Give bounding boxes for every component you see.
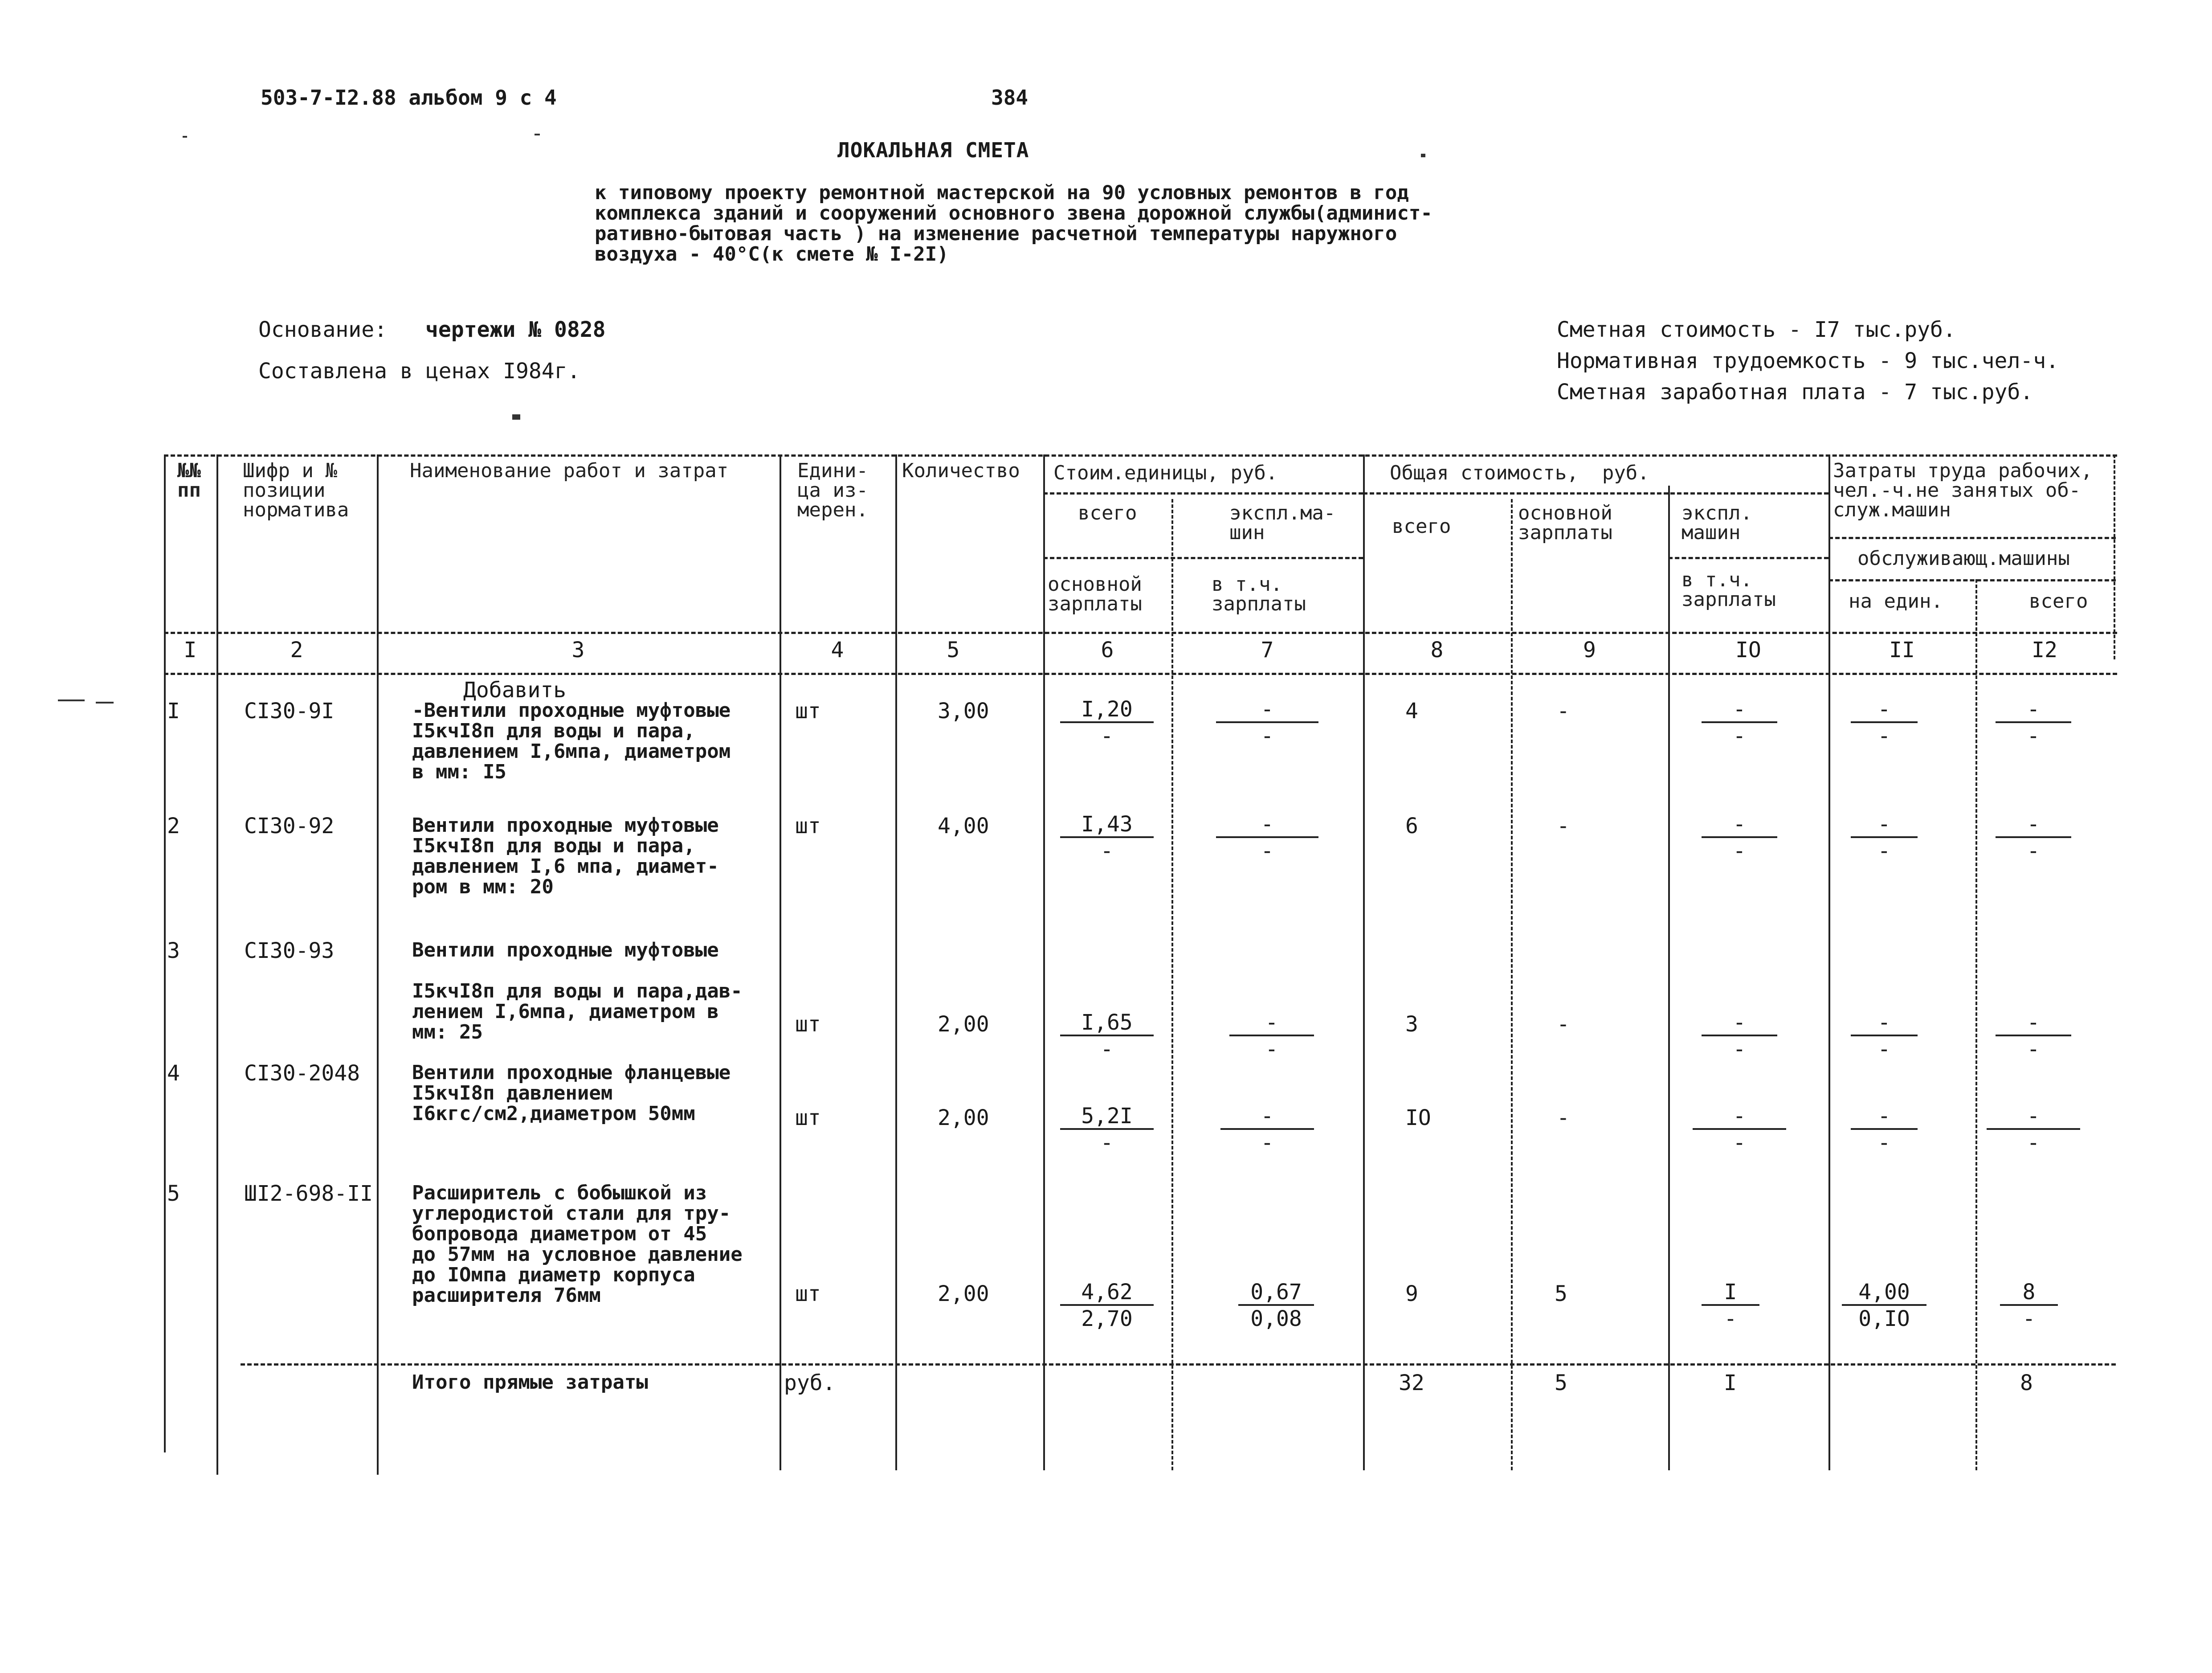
row-unit: шт	[795, 1105, 821, 1130]
header-divider	[164, 673, 2117, 675]
summary-cost: Сметная стоимость - I7 тыс.руб.	[1557, 317, 1956, 342]
header-quantity: Количество	[902, 459, 1020, 482]
unit-total: I,20	[1060, 698, 1154, 723]
row-name: -Вентили проходные муфтовые I5кчI8п для воды и пара, давлением I,6мпа, диаметром в мм: I5	[412, 699, 731, 783]
row-name: Вентили проходные фланцевые I5кчI8п давлением I6кгс/см2,диаметром 50мм	[412, 1061, 731, 1125]
header-divider	[1043, 557, 1363, 559]
row-number: 2	[167, 814, 180, 839]
labor-unit-wages: -	[1877, 1130, 1891, 1155]
totals-labor: 8	[2020, 1370, 2033, 1395]
row-quantity: 2,00	[938, 1281, 989, 1306]
total-machines-fraction	[1702, 698, 1777, 747]
labor-total: 8	[2000, 1281, 2058, 1306]
scan-speck	[535, 134, 540, 135]
labor-total-fraction	[1996, 698, 2071, 747]
total-wages: -	[1557, 699, 1570, 724]
total-machines-fraction	[1693, 1105, 1786, 1154]
labor-total-wages: -	[2027, 724, 2040, 749]
header-divider	[1668, 557, 1828, 559]
labor-total-fraction	[1987, 1105, 2080, 1154]
unit-wages: -	[1100, 1130, 1114, 1155]
table-border	[2114, 454, 2115, 659]
unit-cost-fraction	[1060, 813, 1154, 862]
column-divider	[1975, 579, 1977, 1470]
unit-machines: -	[1216, 813, 1318, 838]
labor-total-wages: -	[2027, 1130, 2040, 1155]
column-number: 8	[1430, 638, 1444, 663]
total-machines: -	[1702, 1011, 1777, 1036]
header-labor-total: всего	[2029, 590, 2088, 613]
unit-machines-fraction	[1238, 1281, 1314, 1330]
column-number: 5	[947, 638, 960, 663]
description-line: ративно-бытовая часть ) на изменение расчетной температуры наружного	[595, 222, 1397, 245]
total-machines-fraction	[1702, 1011, 1777, 1060]
row-number: I	[167, 699, 180, 724]
column-number: 3	[571, 638, 585, 663]
header-divider	[1043, 492, 1363, 495]
totals-wages: 5	[1555, 1370, 1567, 1395]
labor-unit: -	[1851, 1011, 1918, 1036]
header-total-wages: основной зарплаты	[1518, 502, 1612, 544]
unit-wages: 2,70	[1081, 1306, 1133, 1331]
scan-speck	[58, 699, 85, 701]
header-unit-wages: основной зарплаты	[1048, 573, 1142, 615]
row-quantity: 3,00	[938, 699, 989, 724]
header-divider	[164, 632, 2117, 634]
total-machine-wages: -	[1733, 724, 1746, 749]
column-divider	[377, 454, 379, 1475]
labor-unit: -	[1851, 1105, 1918, 1130]
column-divider	[895, 454, 897, 1470]
labor-unit: -	[1851, 813, 1918, 838]
total-wages: -	[1557, 1012, 1570, 1037]
labor-total-wages: -	[2022, 1306, 2036, 1331]
totals-unit: руб.	[784, 1370, 836, 1395]
unit-machines-fraction	[1220, 1105, 1314, 1154]
labor-unit-fraction	[1851, 1105, 1918, 1154]
column-number: 6	[1101, 638, 1114, 663]
column-number: 7	[1261, 638, 1274, 663]
page-number: 384	[991, 86, 1028, 110]
header-unit-cost: Стоим.единицы, руб.	[1053, 462, 1278, 484]
labor-total-wages: -	[2027, 839, 2040, 863]
labor-unit-fraction	[1851, 698, 1918, 747]
totals-divider	[241, 1363, 2116, 1366]
total-machines: I	[1702, 1281, 1759, 1306]
unit-machine-wages: -	[1261, 724, 1274, 749]
labor-unit-wages: -	[1877, 839, 1891, 863]
total-cost: 3	[1405, 1012, 1418, 1037]
header-unit-machines: экспл.ма- шин	[1229, 502, 1336, 544]
total-cost: 4	[1405, 699, 1418, 724]
row-quantity: 2,00	[938, 1105, 989, 1130]
row-code: CI30-9I	[244, 699, 335, 724]
total-cost: IO	[1405, 1105, 1431, 1130]
column-divider	[780, 454, 781, 1470]
unit-machines-fraction	[1216, 698, 1318, 747]
scan-speck	[512, 414, 520, 420]
basis-label: Основание:	[258, 317, 387, 342]
header-divider	[1828, 579, 2116, 581]
total-machines: -	[1702, 698, 1777, 723]
row-code: CI30-92	[244, 814, 335, 839]
column-number: I	[184, 638, 197, 663]
header-number: №№ пп	[177, 459, 201, 502]
column-divider	[1363, 454, 1365, 1470]
total-machine-wages: -	[1733, 839, 1746, 863]
description-line: воздуха - 40°С(к смете № I-2I)	[595, 243, 949, 266]
unit-wages: -	[1100, 724, 1114, 749]
labor-total-fraction	[1996, 813, 2071, 862]
row-unit: шт	[795, 1281, 821, 1306]
scan-speck	[96, 702, 114, 704]
total-wages: -	[1557, 814, 1570, 839]
row-unit: шт	[795, 699, 821, 724]
unit-cost-fraction	[1060, 1281, 1154, 1330]
row-name: Расширитель с бобышкой из углеродистой стали для тру- бопровода диаметром от 45 до 57мм на условное давление до IОмпа диаметр корпуса расширителя 76мм	[412, 1182, 743, 1307]
table-border	[164, 454, 2117, 457]
unit-cost-fraction	[1060, 1011, 1154, 1060]
row-unit: шт	[795, 1012, 821, 1037]
row-number: 3	[167, 938, 180, 963]
total-machines: -	[1693, 1105, 1786, 1130]
column-divider	[1828, 454, 1830, 1470]
labor-total: -	[1996, 1011, 2071, 1036]
total-cost: 6	[1405, 814, 1418, 839]
totals-machines: I	[1724, 1370, 1737, 1395]
header-unit-machine-wages: в т.ч. зарплаты	[1212, 573, 1306, 615]
unit-machines: -	[1216, 698, 1318, 723]
total-machine-wages: -	[1724, 1306, 1737, 1331]
labor-total-fraction	[1996, 1011, 2071, 1060]
unit-total: I,43	[1060, 813, 1154, 838]
row-code: CI30-2048	[244, 1061, 360, 1086]
totals-label: Итого прямые затраты	[412, 1371, 648, 1394]
labor-total-fraction	[2000, 1281, 2058, 1330]
total-machines-fraction	[1702, 1281, 1759, 1330]
price-basis: Составлена в ценах I984г.	[258, 359, 580, 384]
total-machines-fraction	[1702, 813, 1777, 862]
unit-machine-wages: -	[1261, 1130, 1274, 1155]
column-number: 2	[290, 638, 303, 663]
labor-unit-wages: -	[1877, 724, 1891, 749]
header-labor-machines: обслуживающ.машины	[1857, 547, 2070, 570]
row-number: 5	[167, 1181, 180, 1206]
document-title: ЛОКАЛЬНАЯ СМЕТА	[837, 138, 1029, 162]
total-machine-wages: -	[1733, 1130, 1746, 1155]
labor-total: -	[1996, 813, 2071, 838]
column-divider	[1043, 454, 1045, 1470]
header-total-cost: Общая стоимость, руб.	[1390, 462, 1649, 484]
summary-labor: Нормативная трудоемкость - 9 тыс.чел-ч.	[1557, 348, 2059, 373]
header-total-machines: экспл. машин	[1681, 502, 1752, 544]
total-wages: 5	[1555, 1281, 1567, 1306]
header-code: Шифр и № позиции норматива	[243, 459, 349, 521]
labor-unit-wages: -	[1877, 1037, 1891, 1062]
add-label: Добавить	[463, 678, 567, 703]
unit-machine-wages: -	[1261, 839, 1274, 863]
row-quantity: 4,00	[938, 814, 989, 839]
header-unit: Едини- ца из- мерен.	[797, 459, 868, 521]
labor-unit-fraction	[1851, 813, 1918, 862]
column-number: II	[1889, 638, 1915, 663]
column-number: IO	[1735, 638, 1761, 663]
unit-wages: -	[1100, 1037, 1114, 1062]
unit-machines-fraction	[1229, 1011, 1314, 1060]
unit-cost-fraction	[1060, 698, 1154, 747]
column-number: 4	[831, 638, 844, 663]
description-line: комплекса зданий и сооружений основного звена дорожной службы(админист-	[595, 202, 1432, 225]
total-cost: 9	[1405, 1281, 1418, 1306]
description-block	[595, 183, 1432, 265]
total-machine-wages: -	[1733, 1037, 1746, 1062]
header-divider	[1363, 492, 1828, 495]
total-wages: -	[1557, 1105, 1570, 1130]
header-name: Наименование работ и затрат	[410, 459, 729, 482]
header-total-machine-wages: в т.ч. зарплаты	[1681, 569, 1776, 611]
description-line: к типовому проекту ремонтной мастерской на 90 условных ремонтов в год	[595, 181, 1409, 204]
header-labor-unit: на един.	[1849, 590, 1943, 613]
header-divider	[1828, 537, 2116, 539]
unit-wages: -	[1100, 839, 1114, 863]
row-code: ШI2-698-II	[244, 1181, 373, 1206]
header-unit-total: всего	[1078, 502, 1137, 524]
summary-wages: Сметная заработная плата - 7 тыс.руб.	[1557, 380, 2033, 405]
unit-machines: 0,67	[1238, 1281, 1314, 1306]
unit-machines: -	[1220, 1105, 1314, 1130]
labor-total: -	[1987, 1105, 2080, 1130]
totals-total-cost: 32	[1399, 1370, 1424, 1395]
unit-machine-wages: -	[1265, 1037, 1278, 1062]
labor-unit: -	[1851, 698, 1918, 723]
album-code: 503-7-I2.88 альбом 9 с 4	[261, 86, 557, 110]
labor-unit: 4,00	[1842, 1281, 1926, 1306]
table-border	[164, 454, 166, 1452]
total-machines: -	[1702, 813, 1777, 838]
row-name: Вентили проходные муфтовые I5кчI8п для воды и пара,дав- лением I,6мпа, диаметром в мм: 25	[412, 939, 743, 1043]
unit-cost-fraction	[1060, 1105, 1154, 1154]
unit-total: 4,62	[1060, 1281, 1154, 1306]
row-unit: шт	[795, 814, 821, 839]
unit-total: I,65	[1060, 1011, 1154, 1036]
unit-machine-wages: 0,08	[1250, 1306, 1302, 1331]
labor-unit-fraction	[1851, 1011, 1918, 1060]
column-divider	[216, 454, 218, 1475]
labor-total: -	[1996, 698, 2071, 723]
scan-speck	[1421, 154, 1425, 157]
row-code: CI30-93	[244, 938, 335, 963]
header-total-all: всего	[1392, 515, 1451, 538]
unit-total: 5,2I	[1060, 1105, 1154, 1130]
labor-total-wages: -	[2027, 1037, 2040, 1062]
column-number: I2	[2032, 638, 2057, 663]
scan-speck	[183, 136, 187, 138]
row-quantity: 2,00	[938, 1012, 989, 1037]
unit-machines: -	[1229, 1011, 1314, 1036]
header-labor: Затраты труда рабочих, чел.-ч.не занятых об- служ.машин	[1833, 459, 2093, 521]
labor-unit-wages: 0,IO	[1858, 1306, 1910, 1331]
row-number: 4	[167, 1061, 180, 1086]
column-number: 9	[1583, 638, 1596, 663]
unit-machines-fraction	[1216, 813, 1318, 862]
row-name: Вентили проходные муфтовые I5кчI8п для воды и пара, давлением I,6 мпа, диамет- ром в мм: 20	[412, 814, 719, 898]
basis-value: чертежи № 0828	[425, 317, 606, 342]
labor-unit-fraction	[1842, 1281, 1926, 1330]
